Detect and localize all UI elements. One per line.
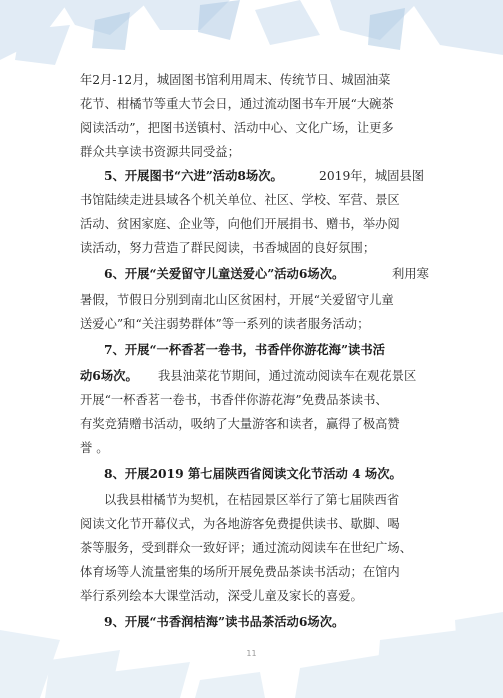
text-line: 活动、贫困家庭、企业等，向他们开展捐书、赠书，举办阅 [80,217,400,231]
section-heading-7: 7、开展“一杯香茗一卷书，书香伴你游花海”读书活 [104,342,385,357]
text-line: 读活动，努力营造了群民阅读，书香城固的良好氛围； [80,241,376,255]
section-heading-7-cont: 动6场次。 [80,368,138,383]
text-line: 以我县柑橘节为契机，在桔园景区举行了第七届陕西省 [104,493,400,507]
text-line: 送爱心”和“关注弱势群体”等一系列的读者服务活动； [80,317,370,331]
text-line: 年2月-12月，城固图书馆利用周末、传统节日、城固油菜 [80,73,391,87]
section-heading-8: 8、开展2019 第七届陕西省阅读文化节活动 4 场次。 [104,466,402,481]
text-line: 我县油菜花节期间，通过流动阅读车在观花景区 [158,369,417,383]
text-line: 誉 。 [80,441,109,455]
section-heading-5: 5、开展图书“六进”活动8场次。 [104,168,283,183]
text-line: 有奖竞猜赠书活动，吸纳了大量游客和读者，赢得了极高赞 [80,417,400,431]
page-number: 11 [246,649,257,658]
text-line: 茶等服务，受到群众一致好评；通过流动阅读车在世纪广场、 [80,541,413,555]
text-line: 阅读文化节开幕仪式，为各地游客免费提供读书、歇脚、喝 [80,517,400,531]
text-line: 阅读活动”，把图书送镇村、活动中心、文化广场，让更多 [80,121,394,135]
text-line: 利用寒 [392,267,429,281]
text-line: 开展“一杯香茗一卷书，书香伴你游花海”免费品茶读书、 [80,393,388,407]
text-line: 书馆陆续走进县域各个机关单位、社区、学校、军营、景区 [80,193,400,207]
text-line: 暑假，节假日分别到南北山区贫困村，开展“关爱留守儿童 [80,293,394,307]
text-line: 花节、柑橘节等重大节会日，通过流动图书车开展“大碗茶 [80,97,394,111]
text-line: 体育场等人流量密集的场所开展免费品茶读书活动；在馆内 [80,565,400,579]
section-heading-6: 6、开展“关爱留守儿童送爱心”活动6场次。 [104,266,345,281]
text-line: 2019年，城固县图 [319,169,425,183]
section-heading-9: 9、开展“书香润桔海”读书品茶活动6场次。 [104,614,345,629]
text-line: 举行系列绘本大课堂活动，深受儿童及家长的喜爱。 [80,589,363,603]
text-line: 群众共享读书资源共同受益； [80,145,240,159]
